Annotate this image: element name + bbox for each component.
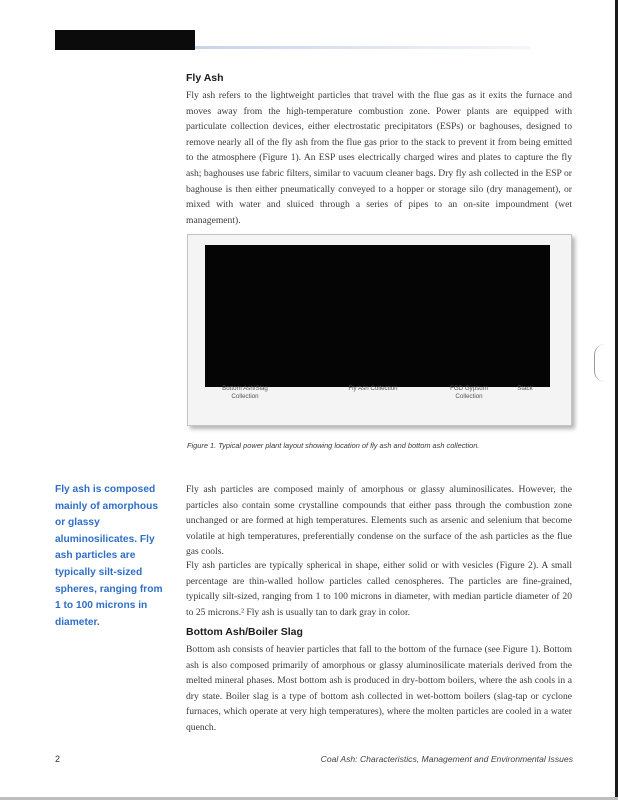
figure-label-fgd-gypsum: FGD Gypsum Collection — [450, 385, 488, 400]
header-rule — [195, 46, 530, 49]
figure-caption: Figure 1. Typical power plant layout showing location of fly ash and bottom ash collection. — [187, 441, 480, 450]
composition-paragraph-1: Fly ash particles are composed mainly of amorphous or glassy aluminosilicates. However, the particles also contain some crystalline compounds that either pass through the combustion zone unchanged or are formed at high temperatures. Elements such as arsenic and selenium that become volatile at high temperatures, preferentially condense on the surface of the ash particles as the flue gas cools. — [186, 484, 572, 558]
figure-label-bottom-ash: Bottom Ash/Slag Collection — [222, 385, 268, 400]
figure-1 — [187, 234, 572, 426]
fly-ash-heading: Fly Ash — [186, 72, 224, 84]
margin-mark — [594, 344, 605, 382]
composition-paragraph-2: Fly ash particles are typically spherical in shape, either solid or with vesicles (Figure 2). A small percentage are thin-walled hollow particles called cenospheres. The particles are fine-grained, typically silt-sized, ranging from 1 to 100 microns in diameter, with median particle diameter of 20 to 25 microns.² Fly ash is usually tan to dark gray in color. — [186, 560, 572, 618]
figure-label-stack: Stack — [517, 385, 533, 392]
header-bar — [55, 30, 195, 50]
sidebar-pull-quote: Fly ash is composed mainly of amorphous or glassy aluminosilicates. Fly ash particles are typically silt-sized spheres, ranging from 1 to 100 microns in diameter. — [55, 484, 163, 628]
page-number: 2 — [55, 754, 61, 764]
fly-ash-paragraph: Fly ash refers to the lightweight particles that travel with the flue gas as it exits the furnace and moves away from the high-temperature combustion zone. Power plants are equipped with particulate collection devices, either electrostatic precipitators (ESPs) or baghouses, designed to remove nearly all of the fly ash from the flue gas prior to the stack to prevent it from being emitted to the atmosphere (Figure 1). An ESP uses electrically charged wires and plates to capture the fly ash; baghouses use fabric filters, similar to vacuum cleaner bags. Dry fly ash collected in the ESP or baghouse is then either pneumatically conveyed to a hopper or storage silo (dry management), or mixed with water and sluiced through a series of pipes to an on-site impoundment (wet management). — [186, 90, 572, 226]
running-footer-title: Coal Ash: Characteristics, Management and Environmental Issues — [320, 754, 573, 764]
power-plant-diagram-image — [205, 245, 550, 387]
bottom-ash-paragraph: Bottom ash consists of heavier particles that fall to the bottom of the furnace (see Figure 1). Bottom ash is also composed primarily of amorphous or glassy aluminosilicate materials derived from the melted mineral phases. Most bottom ash is produced in dry-bottom boilers, where the ash cools in a dry state. Boiler slag is a type of bottom ash collected in wet-bottom boilers (slag-tap or cyclone furnaces, which operate at very high temperatures), where the molten particles are cooled in a water quench. — [186, 644, 572, 733]
figure-label-fly-ash: Fly Ash Collection — [348, 385, 398, 392]
bottom-ash-heading: Bottom Ash/Boiler Slag — [186, 626, 303, 638]
